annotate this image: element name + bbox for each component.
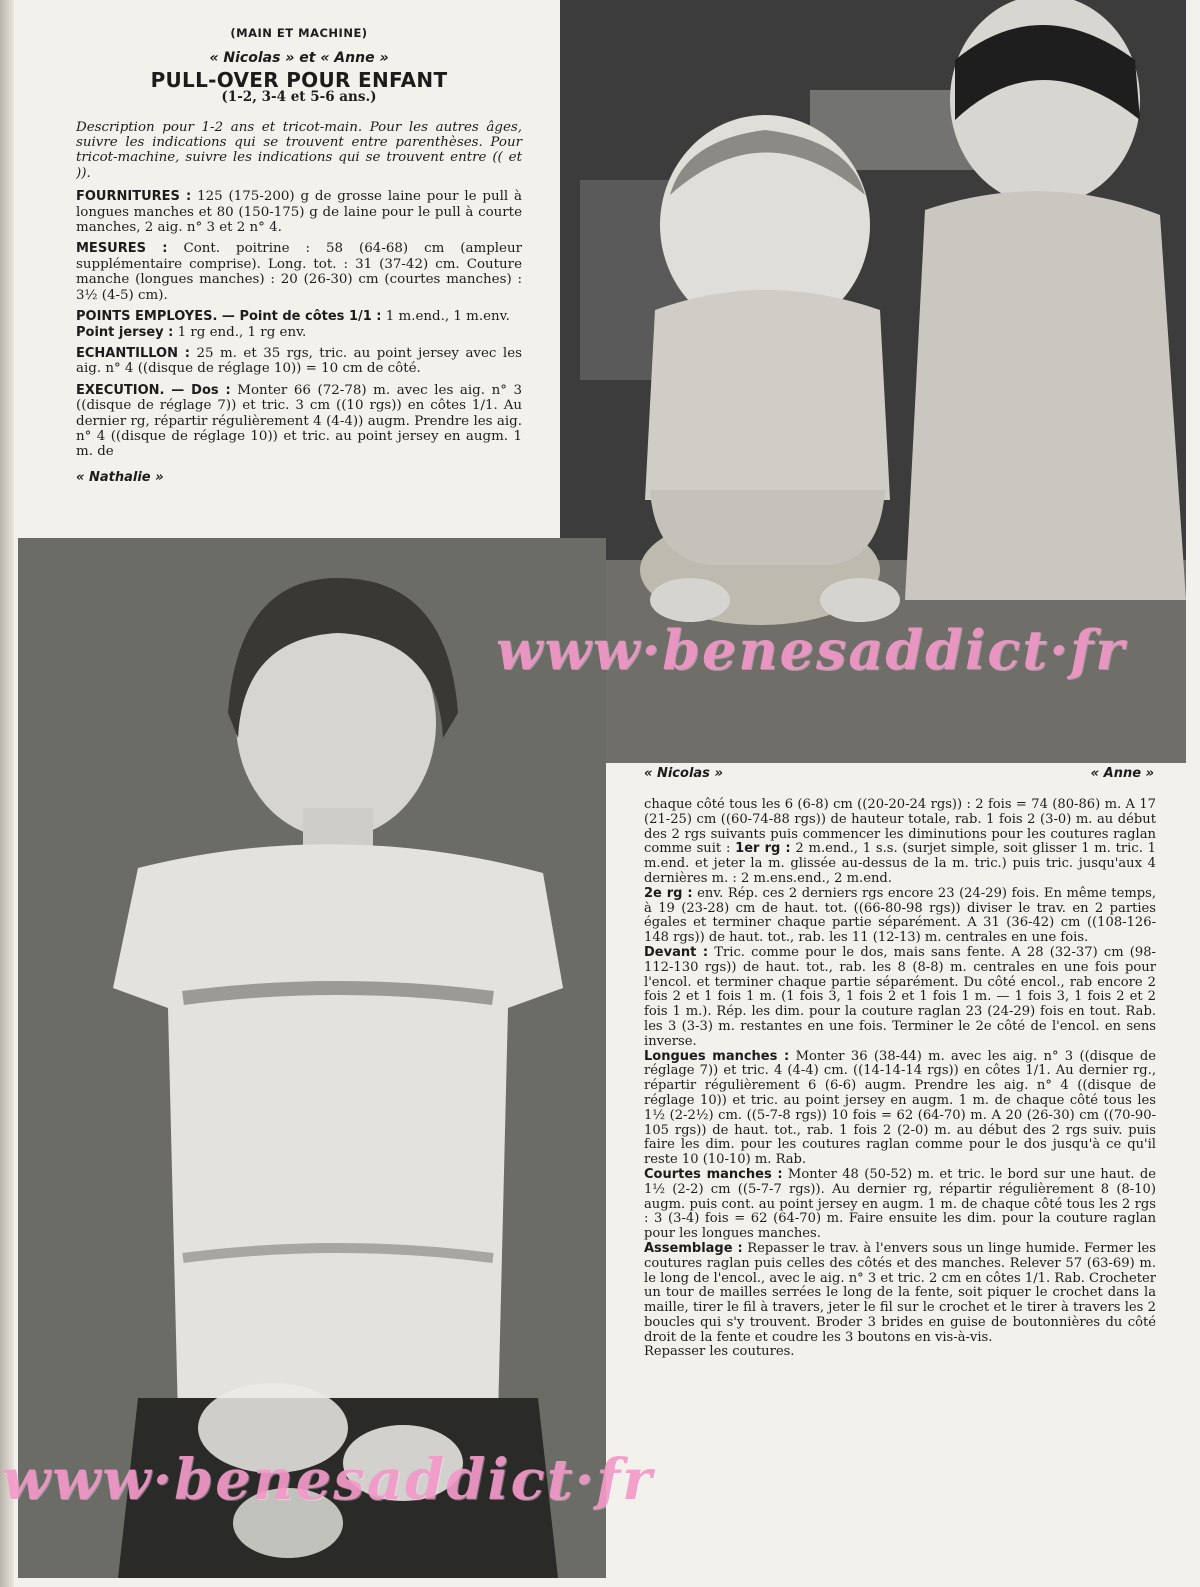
text-devant: Tric. comme pour le dos, mais sans fente. A 28 (32-37) cm (98-112-130 rgs)) de haut. tot., rab. les 8 (8-8) m. centrales en une fois pour l'encol. et terminer chaque partie séparément. Du côté encol., rab encore 2 fois 2 et 1 fois 1 m. (1 fois 3, 1 fois 2 et 1 fois 1 m. — 1 fois 3, 1 fois 2 et 2 fois 1 m.). Rép. les dim. pour la couture raglan 23 (24-29) fois en tout. Rab. les 3 (3-3) m. restantes en une fois. Terminer le 2e côté de l'encol. en sens inverse. — [644, 944, 1156, 1049]
text-points: 1 m.end., 1 m.env. — [385, 309, 510, 325]
label-courtes-manches: Courtes manches : — [644, 1166, 783, 1182]
text-fournitures: 125 (175-200) g de grosse laine pour le pull à longues manches et 80 (150-175) g de laine pour le pull à courte manches, 2 aig. n° 3 et 2 n° 4. — [76, 189, 523, 236]
text-assemblage: Repasser le trav. à l'envers sous un linge humide. Fermer les coutures raglan puis celles des côtés et des manches. Relever 57 (63-69) m. le long de l'encol., avec le aig. n° 3 et tric. 2 cm en côtes 1/1. Rab. Crocheter un tour de mailles serrées le long de la fente, soit piquer le crochet dans la maille, tirer le fil à travers, jeter le fil sur le crochet et le tirer à travers les 2 boucles qui s'y trouvent. Broder 3 brides en guise de boutonnières du côté droit de la fente et coudre les 3 boutons en vis-à-vis. — [644, 1240, 1157, 1345]
label-devant: Devant : — [644, 944, 709, 960]
photo-captions — [644, 766, 1154, 784]
section-execution — [76, 383, 522, 460]
label-assemblage: Assemblage : — [644, 1240, 743, 1256]
label-fournitures: FOURNITURES : — [76, 189, 192, 205]
instr-assemblage — [644, 1242, 1156, 1346]
instr-p1: chaque côté tous les 6 (6-8) cm ((20-20-24 rgs)) : 2 fois = 74 (80-86) m. A 17 (21-25) cm ((60-74-88 rgs)) de hauteur totale, rab. 1 fois 2 (3-0) m. au début des 2 rgs suivants puis commencer les diminutions pour les coutures raglan comme suit : — [644, 797, 1156, 857]
caption-nathalie: « Nathalie » — [76, 469, 164, 485]
label-rg1: 1er rg : — [735, 841, 791, 857]
watermark-top: www·benesaddict·fr — [496, 618, 1126, 682]
page-title: PULL-OVER POUR ENFANT — [150, 67, 448, 92]
page-spine-shadow — [0, 0, 14, 1587]
instr-devant — [644, 946, 1156, 1050]
text-echantillon: 25 m. et 35 rgs, tric. au point jersey avec les aig. n° 4 ((disque de réglage 10)) = 10 cm de côté. — [76, 345, 522, 377]
description: Description pour 1-2 ans et tricot-main. Pour les autres âges, suivre les indications qui se trouvent entre parenthèses. Pour tricot-machine, suivre les indications qui se trouvent entre (( et )). — [76, 119, 522, 181]
pattern-instructions — [644, 798, 1156, 1360]
section-points — [76, 309, 522, 324]
watermark-bottom: www·benesaddict·fr — [2, 1447, 654, 1513]
instr-continuation — [644, 798, 1156, 887]
label-points: POINTS EMPLOYES. — Point de côtes 1/1 : — [76, 309, 382, 325]
text-mesures: Cont. poitrine : 58 (64-68) cm (ampleur supplémentaire comprise). Long. tot. : 31 (37-42) cm. Couture manche (longues manches) : 20 (26-30) cm (courtes manches) : 3½ (4-5) cm). — [76, 241, 522, 303]
label-jersey: Point jersey : — [76, 324, 174, 340]
text-execution: Monter 66 (72-78) m. avec les aig. n° 3 ((disque de réglage 7)) et tric. 3 cm ((10 rgs)) en côtes 1/1. Au dernier rg, répartir régulièrement 4 (4-4)) augm. Prendre les aig. n° 4 ((disque de réglage 10)) et tric. au point jersey en augm. 1 m. de — [76, 382, 522, 460]
kicker: (MAIN ET MACHINE) — [230, 26, 368, 40]
photo-girl — [18, 538, 606, 1578]
text-rg2: env. Rép. ces 2 derniers rgs encore 23 (24-29) fois. En même temps, à 19 (23-28) cm de haut. tot. ((66-80-98 rgs)) diviser le trav. en 2 parties égales et terminer chaque partie séparément. A 31 (36-42) cm ((108-126-148 rgs)) de haut. tot., rab. les 11 (12-13) m. centrales en une fois. — [644, 885, 1156, 946]
instr-rg2 — [644, 887, 1156, 946]
label-longues-manches: Longues manches : — [644, 1048, 790, 1064]
label-execution: EXECUTION. — Dos : — [76, 382, 231, 398]
instr-longues-manches — [644, 1050, 1156, 1168]
text-longues-manches: Monter 36 (38-44) m. avec les aig. n° 3 ((disque de réglage 7)) et tric. 4 (4-4) cm. ((14-14-14 rgs)) en côtes 1/1. Au dernier rg., répartir régulièrement 6 (6-6) augm. Prendre les aig. n° 4 ((disque de réglage 10)) et tric. au point jersey en augm. 1 m. de chaque côté tous les 1½ (2-2½) cm. ((5-7-8 rgs)) 10 fois = 62 (64-70) m. A 20 (26-30) cm ((70-90-105 rgs)) de haut. tot., rab. 1 fois 2 (2-0) m. au début des 2 rgs suiv. puis faire les dim. pour les coutures raglan comme pour le dos jusqu'à ce qu'il reste 10 (10-10) m. Rab. — [644, 1048, 1156, 1168]
instr-final: Repasser les coutures. — [644, 1344, 795, 1360]
section-jersey — [76, 325, 522, 340]
caption-nicolas: « Nicolas » — [644, 766, 723, 781]
caption-anne: « Anne » — [1090, 766, 1154, 781]
text-rg1: 2 m.end., 1 s.s. (surjet simple, soit glisser 1 m. tric. 1 m.end. et jeter la m. glissée au-dessus de la m. tric.) puis tric. jusqu'aux 4 dernières m. : 2 m.ens.end., 2 m.end. — [644, 841, 1156, 886]
pattern-intro — [76, 26, 522, 485]
label-rg2: 2e rg : — [644, 885, 693, 901]
section-echantillon — [76, 346, 522, 377]
section-fournitures — [76, 189, 522, 235]
label-echantillon: ECHANTILLON : — [76, 345, 190, 361]
instr-courtes-manches — [644, 1168, 1156, 1242]
pattern-names: « Nicolas » et « Anne » — [209, 50, 389, 67]
photo-girl-illustration — [18, 538, 606, 1578]
section-mesures — [76, 241, 522, 303]
text-jersey: 1 rg end., 1 rg env. — [177, 324, 307, 340]
size-range: (1-2, 3-4 et 5-6 ans.) — [221, 89, 377, 106]
text-courtes-manches: Monter 48 (50-52) m. et tric. le bord sur une haut. de 1½ (2-2) cm ((5-7-7 rgs)). Au dernier rg, répartir régulièrement 8 (8-10) augm. puis cont. au point jersey en augm. 1 m. de chaque côté tous les 2 rgs : 3 (3-4) fois = 62 (64-70) m. Faire ensuite les dim. pour la couture raglan pour les longues manches. — [644, 1166, 1156, 1242]
label-mesures: MESURES : — [76, 241, 168, 257]
